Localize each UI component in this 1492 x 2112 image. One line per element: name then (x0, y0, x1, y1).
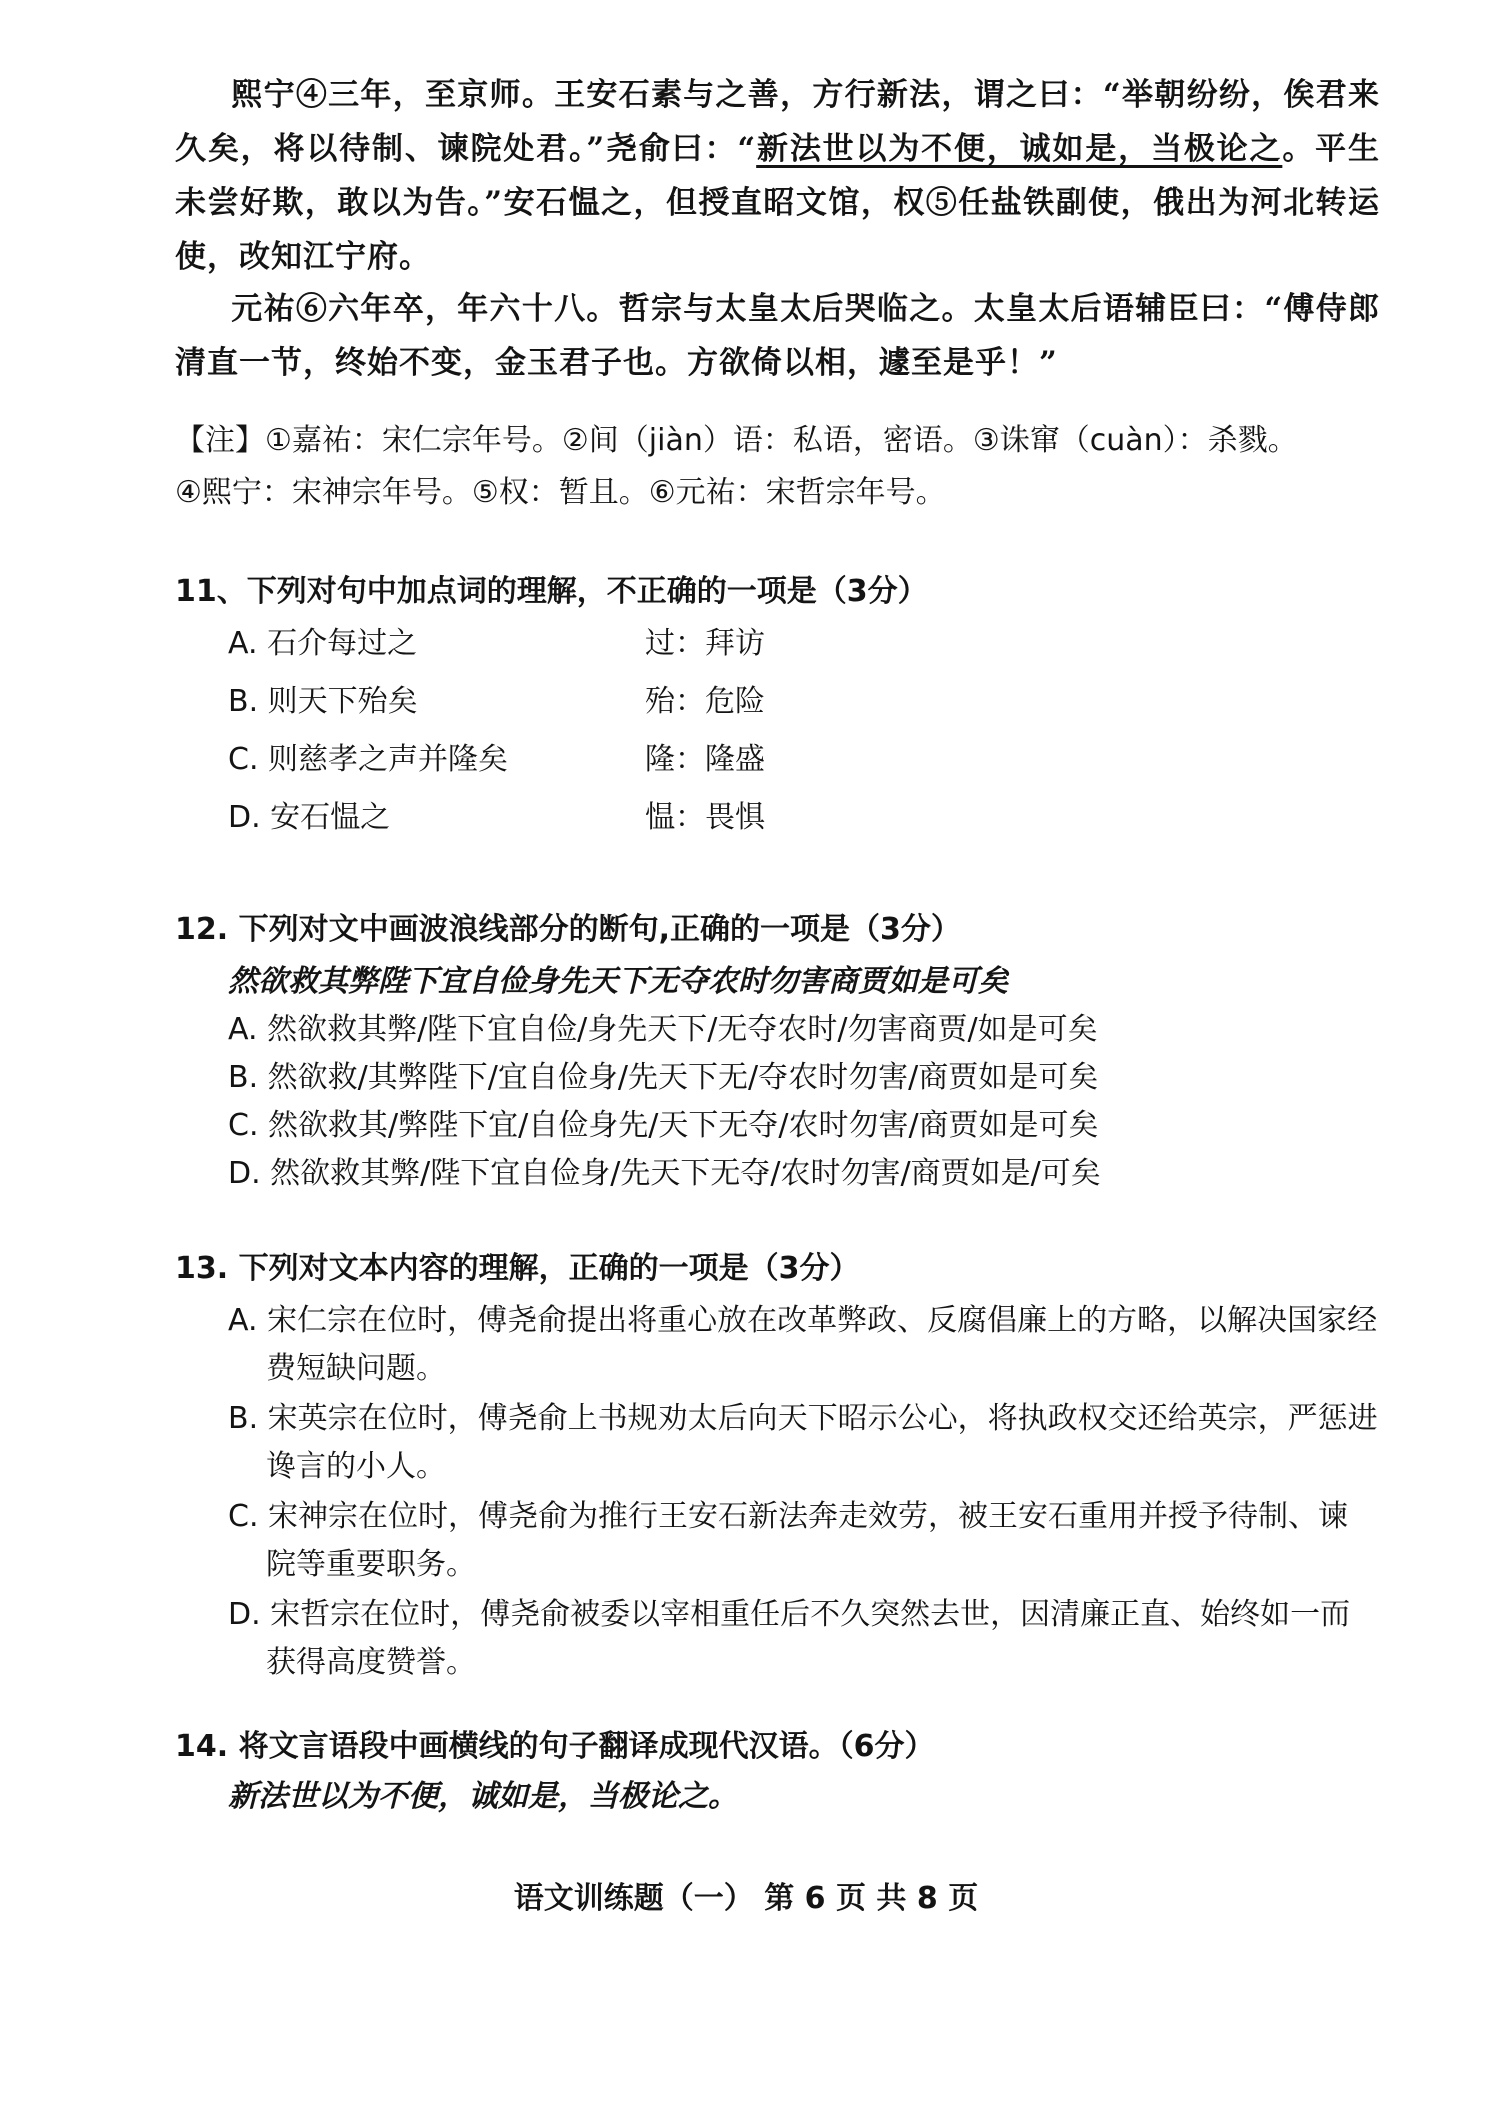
q11-option-c-gloss: 隆：隆盛 (645, 742, 765, 777)
q11-option-c[interactable]: C. 则慈孝之声并隆矣 (228, 742, 509, 777)
q12-option-a[interactable]: A. 然欲救其弊/陛下宜自俭/身先天下/无夺农时/勿害商贾/如是可矣 (228, 1012, 1098, 1047)
q13-option-b[interactable]: B. 宋英宗在位时，傅尧俞上书规劝太后向天下昭示公心，将执政权交还给英宗，严惩进谗言的小人。 (228, 1401, 1378, 1484)
q13-option-d[interactable]: D. 宋哲宗在位时，傅尧俞被委以宰相重任后不久突然去世，因清廉正直、始终如一而获得高度赞誉。 (228, 1597, 1351, 1680)
q11-option-d-gloss: 愠：畏惧 (645, 800, 765, 835)
passage-paragraph-1 (175, 68, 1380, 284)
passage-paragraph-2: 元祐⑥六年卒，年六十八。哲宗与太皇太后哭临之。太皇太后语辅臣曰：“傅侍郎清直一节，终始不变，金玉君子也。方欲倚以相，遽至是乎！” (175, 291, 1380, 381)
q12-option-b[interactable]: B. 然欲救/其弊陛下/宜自俭身/先天下无/夺农时勿害/商贾如是可矣 (228, 1060, 1099, 1095)
q11-option-b-gloss: 殆：危险 (645, 684, 765, 719)
q11-option-d[interactable]: D. 安石愠之 (228, 800, 391, 835)
q11-option-a-gloss: 过：拜访 (645, 626, 765, 661)
page-footer: 语文训练题（一） 第 6 页 共 8 页 (513, 1881, 979, 1916)
q13-option-a[interactable]: A. 宋仁宗在位时，傅尧俞提出将重心放在改革弊政、反腐倡廉上的方略，以解决国家经费短缺问题。 (228, 1303, 1378, 1386)
q12-wavy-sentence: 然欲救其弊陛下宜自俭身先天下无夺农时勿害商贾如是可矣 (228, 964, 1008, 999)
notes-line-1: 【注】①嘉祐：宋仁宗年号。②间（jiàn）语：私语，密语。③诛窜（cuàn）：杀戮。 (175, 423, 1298, 458)
passage-p1-tail: 。平生未尝好欺，敢以为告。”安石愠之，但授直昭文馆，权⑤任盐铁副使，俄出为河北转运使，改知江宁府。 (175, 131, 1381, 275)
q12-option-c[interactable]: C. 然欲救其/弊陛下宜/自俭身先/天下无夺/农时勿害/商贾如是可矣 (228, 1108, 1099, 1143)
question-14-stem: 14. 将文言语段中画横线的句子翻译成现代汉语。（6分） (175, 1729, 935, 1764)
q13-option-c[interactable]: C. 宋神宗在位时，傅尧俞为推行王安石新法奔走效劳，被王安石重用并授予待制、谏院等重要职务。 (228, 1499, 1349, 1582)
question-13-stem: 13. 下列对文本内容的理解，正确的一项是（3分） (175, 1251, 860, 1286)
notes-line-2: ④熙宁：宋神宗年号。⑤权：暂且。⑥元祐：宋哲宗年号。 (175, 475, 946, 510)
q11-option-b[interactable]: B. 则天下殆矣 (228, 684, 418, 719)
q11-option-a[interactable]: A. 石介每过之 (228, 626, 418, 661)
question-12-stem: 12. 下列对文中画波浪线部分的断句,正确的一项是（3分） (175, 912, 961, 947)
question-11-stem: 11、下列对句中加点词的理解，不正确的一项是（3分） (175, 574, 928, 609)
underlined-sentence: 新法世以为不便，诚如是，当极论之 (756, 131, 1283, 167)
passage-p1-head: 熙宁④三年，至京师。王安石素与之善，方行新法，谓之曰：“举朝纷纷，俟君来久矣，将以待制、谏院处君。”尧俞曰：“ (175, 77, 1380, 167)
q14-sentence: 新法世以为不便，诚如是，当极论之。 (228, 1779, 738, 1814)
q12-option-d[interactable]: D. 然欲救其弊/陛下宜自俭身/先天下无夺/农时勿害/商贾如是/可矣 (228, 1156, 1101, 1191)
